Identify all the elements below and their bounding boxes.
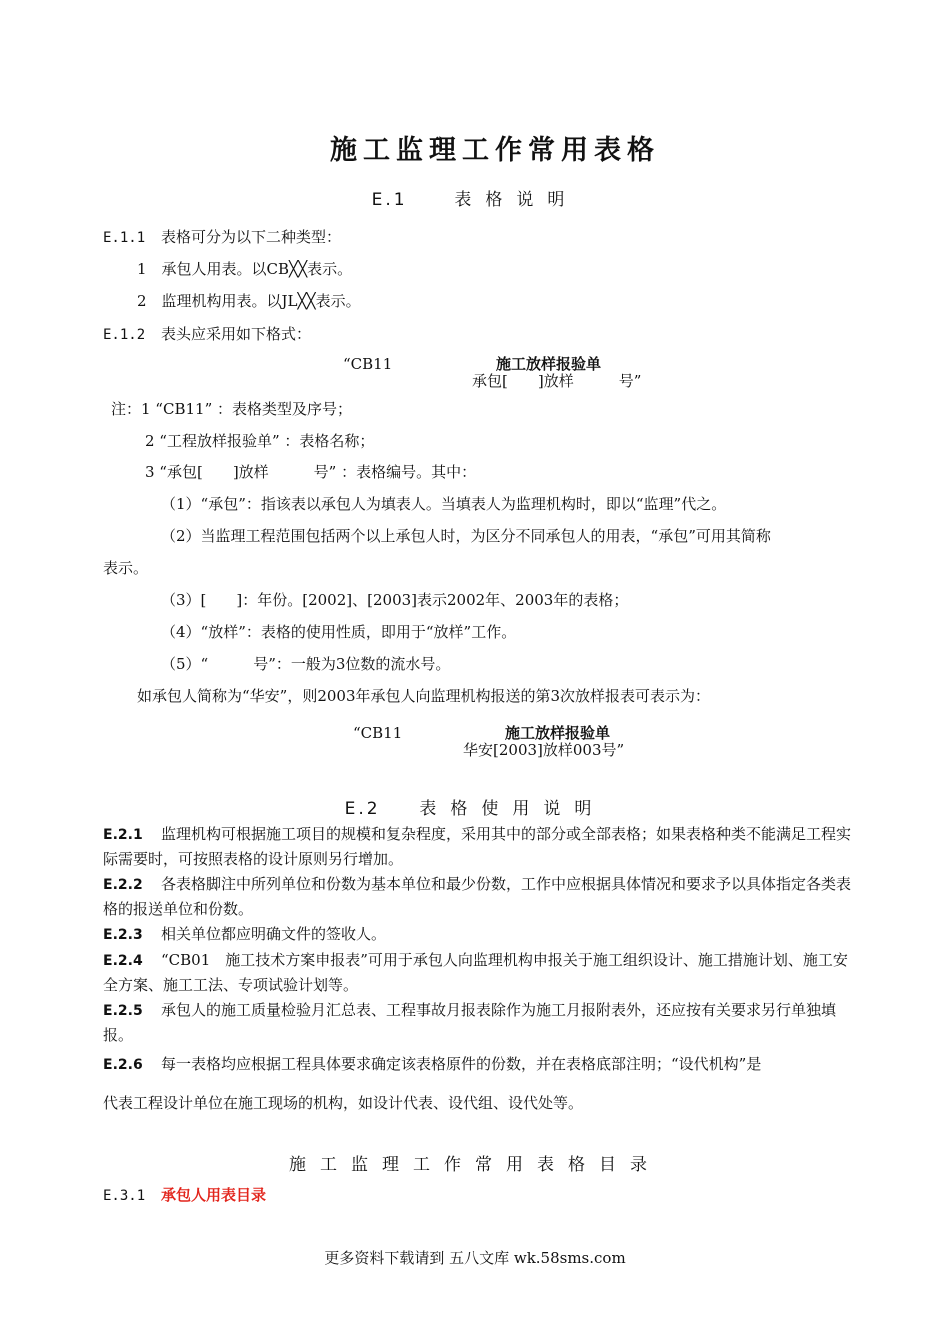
clause-e2-3 <box>103 922 855 947</box>
clause-e2-6 <box>103 1052 855 1077</box>
clause-number: E.1.2 <box>103 327 146 343</box>
clause-number: E.2.2 <box>103 877 143 893</box>
example2-form-code: “CB11 <box>353 724 403 742</box>
clause-heading-red: 承包人用表目录 <box>161 1186 267 1204</box>
clause-e2-5 <box>103 998 855 1047</box>
note-3-sub-5: （5）“ 号”：一般为3位数的流水号。 <box>161 655 451 673</box>
note-3-sub-1: （1）“承包”：指该表以承包人为填表人。当填表人为监理机构时，即以“监理”代之。 <box>161 495 727 513</box>
section-title: 表格说明 <box>454 190 579 210</box>
note-3-sub-2: （2）当监理工程范围包括两个以上承包人时，为区分不同承包人的用表，“承包”可用其简称 <box>161 527 771 545</box>
clause-text: 表格可分为以下二种类型： <box>161 228 342 246</box>
clause-e2-4 <box>103 948 855 997</box>
note-2: 2 “工程放样报验单” ：表格名称； <box>145 432 375 450</box>
section-heading-e2 <box>0 794 950 819</box>
section-title: 表格使用说明 <box>419 799 606 819</box>
section-number: E.2 <box>344 799 381 819</box>
clause-number: E.3.1 <box>103 1188 146 1204</box>
example-form-serial: 承包[ ]放样 号” <box>472 372 642 390</box>
clause-text: “CB01 施工技术方案申报表”可用于承包人向监理机构申报关于施工组织设计、施工措施计划、施工安全方案、施工工法、专项试验计划等。 <box>103 951 848 994</box>
note-3-sub-2-cont: 表示。 <box>103 559 149 577</box>
clause-text: 每一表格均应根据工程具体要求确定该表格原件的份数，并在表格底部注明；“设代机构”是 <box>161 1055 762 1073</box>
clause-number: E.1.1 <box>103 230 146 246</box>
clause-text: 相关单位都应明确文件的签收人。 <box>161 925 387 943</box>
clause-e3-1 <box>103 1186 266 1205</box>
clause-text: 各表格脚注中所列单位和份数为基本单位和最少份数，工作中应根据具体情况和要求予以具体指定各类表格的报送单位和份数。 <box>103 875 852 918</box>
clause-e2-6-cont: 代表工程设计单位在施工现场的机构，如设计代表、设代组、设代处等。 <box>103 1094 584 1112</box>
type-item-2: 2 监理机构用表。以JL╳╳表示。 <box>137 292 361 310</box>
example-form-code: “CB11 <box>343 355 393 373</box>
example-intro: 如承包人简称为“华安”，则2003年承包人向监理机构报送的第3次放样报表可表示为： <box>137 687 711 705</box>
clause-number: E.2.1 <box>103 827 143 843</box>
clause-e2-1 <box>103 822 855 871</box>
clause-e1-2 <box>103 325 311 344</box>
clause-number: E.2.3 <box>103 927 143 943</box>
note-3-sub-3: （3）[ ]：年份。[2002]、[2003]表示2002年、2003年的表格； <box>161 591 629 609</box>
clause-number: E.2.4 <box>103 953 143 969</box>
section-number: E.1 <box>371 190 408 210</box>
type-item-1: 1 承包人用表。以CB╳╳表示。 <box>137 260 353 278</box>
note-1: 注：1 “CB11” ：表格类型及序号； <box>111 400 353 418</box>
clause-number: E.2.6 <box>103 1057 143 1073</box>
clause-e1-1 <box>103 228 341 247</box>
example2-form-name: 施工放样报验单 <box>505 724 611 742</box>
clause-e2-2 <box>103 872 855 921</box>
section-title: 施工监理工作常用表格目录 <box>289 1155 661 1175</box>
section-heading-e1 <box>0 185 950 210</box>
note-3-sub-4: （4）“放样”：表格的使用性质，即用于“放样”工作。 <box>161 623 517 641</box>
clause-text: 表头应采用如下格式： <box>161 325 312 343</box>
document-title: 施工监理工作常用表格 <box>330 135 660 166</box>
clause-text: 承包人的施工质量检验月汇总表、工程事故月报表除作为施工月报附表外，还应按有关要求另行单独填报。 <box>103 1001 837 1044</box>
note-3: 3 “承包[ ]放样 号” ：表格编号。其中： <box>145 463 477 481</box>
clause-number: E.2.5 <box>103 1003 143 1019</box>
section-heading-e3 <box>0 1150 950 1175</box>
clause-text: 监理机构可根据施工项目的规模和复杂程度，采用其中的部分或全部表格；如果表格种类不能满足工程实际需要时，可按照表格的设计原则另行增加。 <box>103 825 852 868</box>
example-form-name: 施工放样报验单 <box>496 355 602 373</box>
page-footer-link[interactable]: 更多资料下载请到 五八文库 wk.58sms.com <box>324 1249 626 1267</box>
example2-form-serial: 华安[2003]放样003号” <box>463 741 625 759</box>
